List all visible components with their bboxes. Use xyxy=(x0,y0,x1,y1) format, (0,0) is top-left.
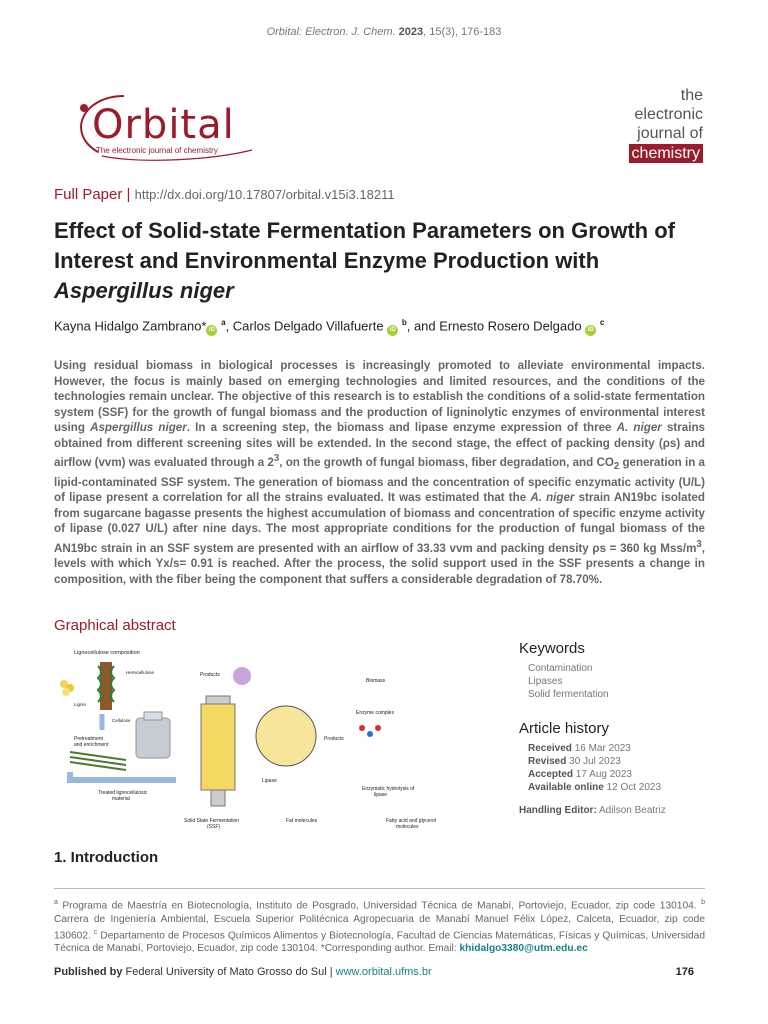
enzyme-dots-icon xyxy=(359,725,381,737)
history-label: Accepted xyxy=(528,769,574,780)
history-date: 12 Oct 2023 xyxy=(606,782,662,793)
label-treated: Treated lignocellulosic xyxy=(98,790,148,796)
products-cluster-icon xyxy=(233,667,251,685)
affiliation-mark: c xyxy=(599,318,605,327)
label-products-mid: Products xyxy=(324,736,344,742)
label-fat-molecules: Fat molecules xyxy=(286,818,318,824)
label-products-top: Products xyxy=(200,672,220,678)
footnote-text: Departamento de Procesos Químicos Alimentos y Biotecnología, Facultad de Ciencias Matemáticas, Físicas y Químicas, Universidad Técnica de Manabí, Portoviejo, Ecuador, zip code 130104. *Corresponding author. Email: xyxy=(54,930,705,955)
affiliation-mark: b xyxy=(401,318,407,327)
label-biomass: Biomass xyxy=(366,678,386,684)
tagline-chemistry-badge: chemistry xyxy=(629,144,703,163)
label-enzyme-complex: Enzyme complex xyxy=(356,710,395,716)
keyword-item: Solid fermentation xyxy=(528,689,609,700)
abstract-subscript: 2 xyxy=(613,461,620,473)
footnotes xyxy=(54,896,705,956)
graphical-abstract-heading: Graphical abstract xyxy=(54,617,176,634)
label-lignin: Lignin xyxy=(74,702,87,707)
tagline-line: the xyxy=(680,87,703,104)
label-fatty-molecules: molecules xyxy=(396,824,419,830)
author-name: , and Ernesto Rosero Delgado xyxy=(406,318,582,334)
label-fatty-acid: Fatty acid and glycerol xyxy=(386,818,437,824)
abstract-segment: Using residual biomass in biological processes is increasingly promoted to alleviate environmental impacts. However, the focus is mainly based on emerging technologies and limited resources, and the conditions of the technologies remain unclear. The objective of this research is to establish the conditions of a solid-state fermentation system (SSF) for the growth of fungal biomass and the production of ligninolytic enzymes of environmental interest using xyxy=(54,359,705,434)
handling-editor xyxy=(519,805,666,816)
journal-tagline xyxy=(629,86,703,163)
article-history-list xyxy=(528,742,661,794)
label-enrichment: and enrichment xyxy=(74,742,109,748)
orcid-icon[interactable]: iD xyxy=(206,325,217,336)
history-date: 17 Aug 2023 xyxy=(575,769,632,780)
label-ssf-abbr: (SSF) xyxy=(207,824,221,830)
zoom-circle-icon xyxy=(256,706,316,766)
ssf-reactor-icon xyxy=(201,696,235,806)
affiliation-mark: a xyxy=(221,318,226,327)
doi-link[interactable]: http://dx.doi.org/10.17807/orbital.v15i3.18211 xyxy=(134,187,395,202)
editor-name: Adilson Beatriz xyxy=(599,805,666,816)
abstract-segment: strain AN19bc isolated from sugarcane bagasse presents the highest accumulation of biomass and concentration of specific enzyme activity of lipase (0.027 U/L) after nine days. The most appropriate conditions for the production of fungal biomass of the AN19bc strain in an SSF system are presented with an airflow of 33.33 vvm and packing density ρs = 360 kg Mss/m xyxy=(54,491,705,555)
label-ssf: Solid State Fermentation xyxy=(184,818,240,824)
abstract-text xyxy=(54,358,705,587)
abstract-segment: , on the growth of fungal biomass, fiber degradation, and CO xyxy=(279,455,614,469)
orbital-logo[interactable] xyxy=(62,90,262,170)
journal-website-link[interactable]: www.orbital.ufms.br xyxy=(335,966,432,978)
footnote-mark: a xyxy=(54,899,58,906)
history-label: Revised xyxy=(528,756,567,767)
arrow-right-icon xyxy=(70,772,176,780)
paper-type-line xyxy=(54,186,395,203)
orcid-icon[interactable]: iD xyxy=(585,325,596,336)
corresponding-email-link[interactable]: khidalgo3380@utm.edu.ec xyxy=(459,943,588,955)
author-name: , Carlos Delgado Villafuerte xyxy=(225,318,384,334)
title-text: Effect of Solid-state Fermentation Parameters on Growth of Interest and Environmental Enzyme Production with xyxy=(54,218,675,273)
graphical-abstract-figure xyxy=(56,644,486,839)
abstract-species: Aspergillus niger xyxy=(90,421,187,434)
published-by-label: Published by xyxy=(54,966,123,978)
abstract-segment: generation in a lipid-contaminated SSF system. The generation of biomass and the concentration of specific enzymatic activity (U/L) of lipase present a correlation for all the strains evaluated. It was estimated that the xyxy=(54,455,705,505)
history-label: Available online xyxy=(528,782,604,793)
sticks-icon xyxy=(70,752,126,770)
journal-reference xyxy=(0,26,768,38)
journal-volume: , 15(3), 176-183 xyxy=(423,26,502,38)
tagline-line: electronic xyxy=(634,106,703,123)
label-lignocellulose: Lignocellulose composition xyxy=(74,650,140,656)
history-date: 16 Mar 2023 xyxy=(574,743,631,754)
logo-subtitle: The electronic journal of chemistry xyxy=(96,146,218,155)
abstract-segment: . In a screening step, the biomass and lipase enzyme expression of three xyxy=(186,421,612,434)
reactor-tank-icon xyxy=(136,712,170,758)
fiber-bundle-icon xyxy=(98,662,114,710)
page-number: 176 xyxy=(675,966,694,978)
title-species: Aspergillus niger xyxy=(54,278,234,303)
footnote-divider xyxy=(54,888,705,889)
label-treated-material: material xyxy=(112,796,130,802)
tagline-line: journal of xyxy=(637,125,703,142)
label-hydrolysis-lipase: lipase xyxy=(374,792,388,798)
editor-label: Handling Editor: xyxy=(519,805,597,816)
publisher-line xyxy=(54,966,432,978)
journal-year: 2023 xyxy=(398,26,424,38)
publisher-name: Federal University of Mato Grosso do Sul | xyxy=(125,966,333,978)
footnote-text: Carrera de Ingeniería Ambiental, Escuela Superior Politécnica Agropecuaria de Manabí Manuel Félix López, Calceta, Ecuador, zip code 130602. xyxy=(54,913,705,942)
author-name: Kayna Hidalgo Zambrano* xyxy=(54,318,207,334)
label-hemicellulose: Hemicellulose xyxy=(126,670,155,675)
abstract-segment: strains obtained from different screening sites will be extended. In the second stage, the effect of packing density (ρs) and airflow (vvm) was evaluated through a 2 xyxy=(54,421,705,469)
keywords-heading: Keywords xyxy=(519,640,585,657)
footnote-mark: c xyxy=(93,928,98,936)
label-hydrolysis: Enzymatic hydrolysis of xyxy=(362,786,415,792)
introduction-heading: 1. Introduction xyxy=(54,849,159,866)
author-list xyxy=(54,318,604,336)
lignin-chips-icon xyxy=(60,680,74,696)
paper-type-label: Full Paper | xyxy=(54,186,131,203)
keywords-list xyxy=(528,662,609,701)
label-pretreatment: Pretreatment xyxy=(74,736,103,742)
label-lipase: Lipase xyxy=(262,778,277,784)
article-history-heading: Article history xyxy=(519,720,610,737)
footnote-text: Programa de Maestría en Biotecnología, Instituto de Posgrado, Universidad Técnica de Manabí, Portoviejo, Ecuador, zip code 130104. xyxy=(62,900,697,912)
keyword-item: Contamination xyxy=(528,663,593,674)
keyword-item: Lipases xyxy=(528,676,563,687)
history-date: 30 Jul 2023 xyxy=(569,756,621,767)
footnote-mark: b xyxy=(701,899,705,906)
abstract-superscript: 3 xyxy=(696,538,702,550)
journal-name: Orbital: Electron. J. Chem. xyxy=(266,26,396,38)
label-cellulose: Cellulose xyxy=(112,718,131,723)
abstract-superscript: 3 xyxy=(273,453,280,464)
abstract-species: A. niger xyxy=(616,421,662,434)
history-label: Received xyxy=(528,743,572,754)
abstract-species: A. niger xyxy=(530,491,575,505)
logo-wordmark: Orbital xyxy=(92,102,235,148)
article-title xyxy=(54,216,694,306)
abstract-segment: , levels with which Yx/s= 0.91 is reached. After the process, the solid support used in the SSF presents a change in composition, with the fiber being the component that suffers a considerable degradation of 78.70%. xyxy=(54,541,705,586)
orcid-icon[interactable]: iD xyxy=(387,325,398,336)
